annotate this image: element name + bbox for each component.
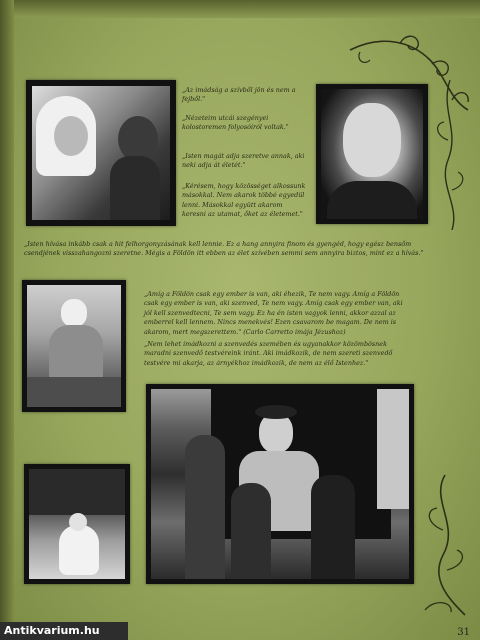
quote-carretto-prayer: „Amíg a Földön csak egy ember is van, aki éhezik, Te nem vagy. Amíg a Földön csak egy ember is van, aki szenved, Te nem vagy. Amíg csak egy ember van, aki jól kell szenvedtecni, Te sem vagy. Ez ha én isten vagyok lenni, akkor azzal az emberrel kell lennem. Nincs menekvés! Ezen csavarom be magam. De nem is akarom, mert megszerettem." (Carlo Carretto imája Jézushoz) bbox=[144, 290, 403, 336]
quote-gods-call: „Isten hívása inkább csak a hit felhorgonyzásának kell lennie. Ez a hang annyira finom és gyengéd, hogy egész bensőm csendjének visszahangozni szeretne. Mégis a Földön itt ebben az élet szívében semmi sem annyira biztos, mint ez a hívás." bbox=[24, 240, 424, 258]
child-center bbox=[231, 483, 271, 579]
quote-streets: „Nézeteim utcái szegényei kolostoremen folyosóiról voltak." bbox=[182, 114, 289, 132]
quote-prayer-heart: „Az imádság a szívből jön és nem a fejből." bbox=[182, 86, 296, 104]
palm-trees bbox=[29, 469, 125, 515]
child-left bbox=[185, 435, 225, 579]
seated-figure-head bbox=[61, 299, 87, 327]
photo-nun-child bbox=[32, 86, 170, 220]
photo-palms-nun bbox=[29, 469, 125, 579]
man-head bbox=[259, 413, 293, 453]
photo-portrait-man bbox=[321, 89, 423, 219]
sky-right bbox=[377, 389, 409, 509]
child-body bbox=[110, 156, 160, 220]
quote-god-gives: „Isten magát adja szeretve annak, aki neki adja át életét." bbox=[182, 152, 305, 170]
bottom-swirl-icon bbox=[405, 470, 475, 620]
quote-suffering-brothers: „Nem lehet imádkozni a szenvedés szemében és ugyanakkor közömbösnek maradni szenvedő testvéreink iránt. Aki imádkozik, de nem szereti szenvedő testvére mi akarja, az árnyékhoz imádkozik, de nem az élő Istenhez." bbox=[144, 340, 393, 367]
child-right bbox=[311, 475, 355, 579]
rocks bbox=[27, 377, 121, 407]
photo-frame-portrait bbox=[316, 84, 428, 224]
nun-face bbox=[54, 116, 88, 156]
sitting-figure bbox=[59, 525, 99, 575]
top-edge bbox=[0, 0, 480, 18]
page-border-swirl-icon bbox=[430, 80, 470, 230]
portrait-shoulders bbox=[327, 181, 417, 219]
sitting-figure-head bbox=[69, 513, 87, 531]
portrait-face bbox=[343, 103, 401, 177]
photo-frame-group bbox=[146, 384, 414, 584]
seated-figure-body bbox=[49, 325, 103, 385]
man-beret bbox=[255, 405, 297, 419]
page-number: 31 bbox=[457, 627, 470, 638]
quote-community: „Kérésem, hogy közösséget alkossunk másokkal. Nem akarok többé egyedül lenni. Másokkal együtt akarom keresni az utamat, őket az életemet." bbox=[182, 182, 306, 219]
photo-frame-palms bbox=[24, 464, 130, 584]
photo-frame-nun-seated bbox=[22, 280, 126, 412]
photo-nun-seated bbox=[27, 285, 121, 407]
watermark-logo: Antikvarium.hu bbox=[0, 622, 128, 640]
photo-frame-nun-child bbox=[26, 80, 176, 226]
photo-group-children bbox=[151, 389, 409, 579]
book-spine bbox=[0, 0, 14, 640]
